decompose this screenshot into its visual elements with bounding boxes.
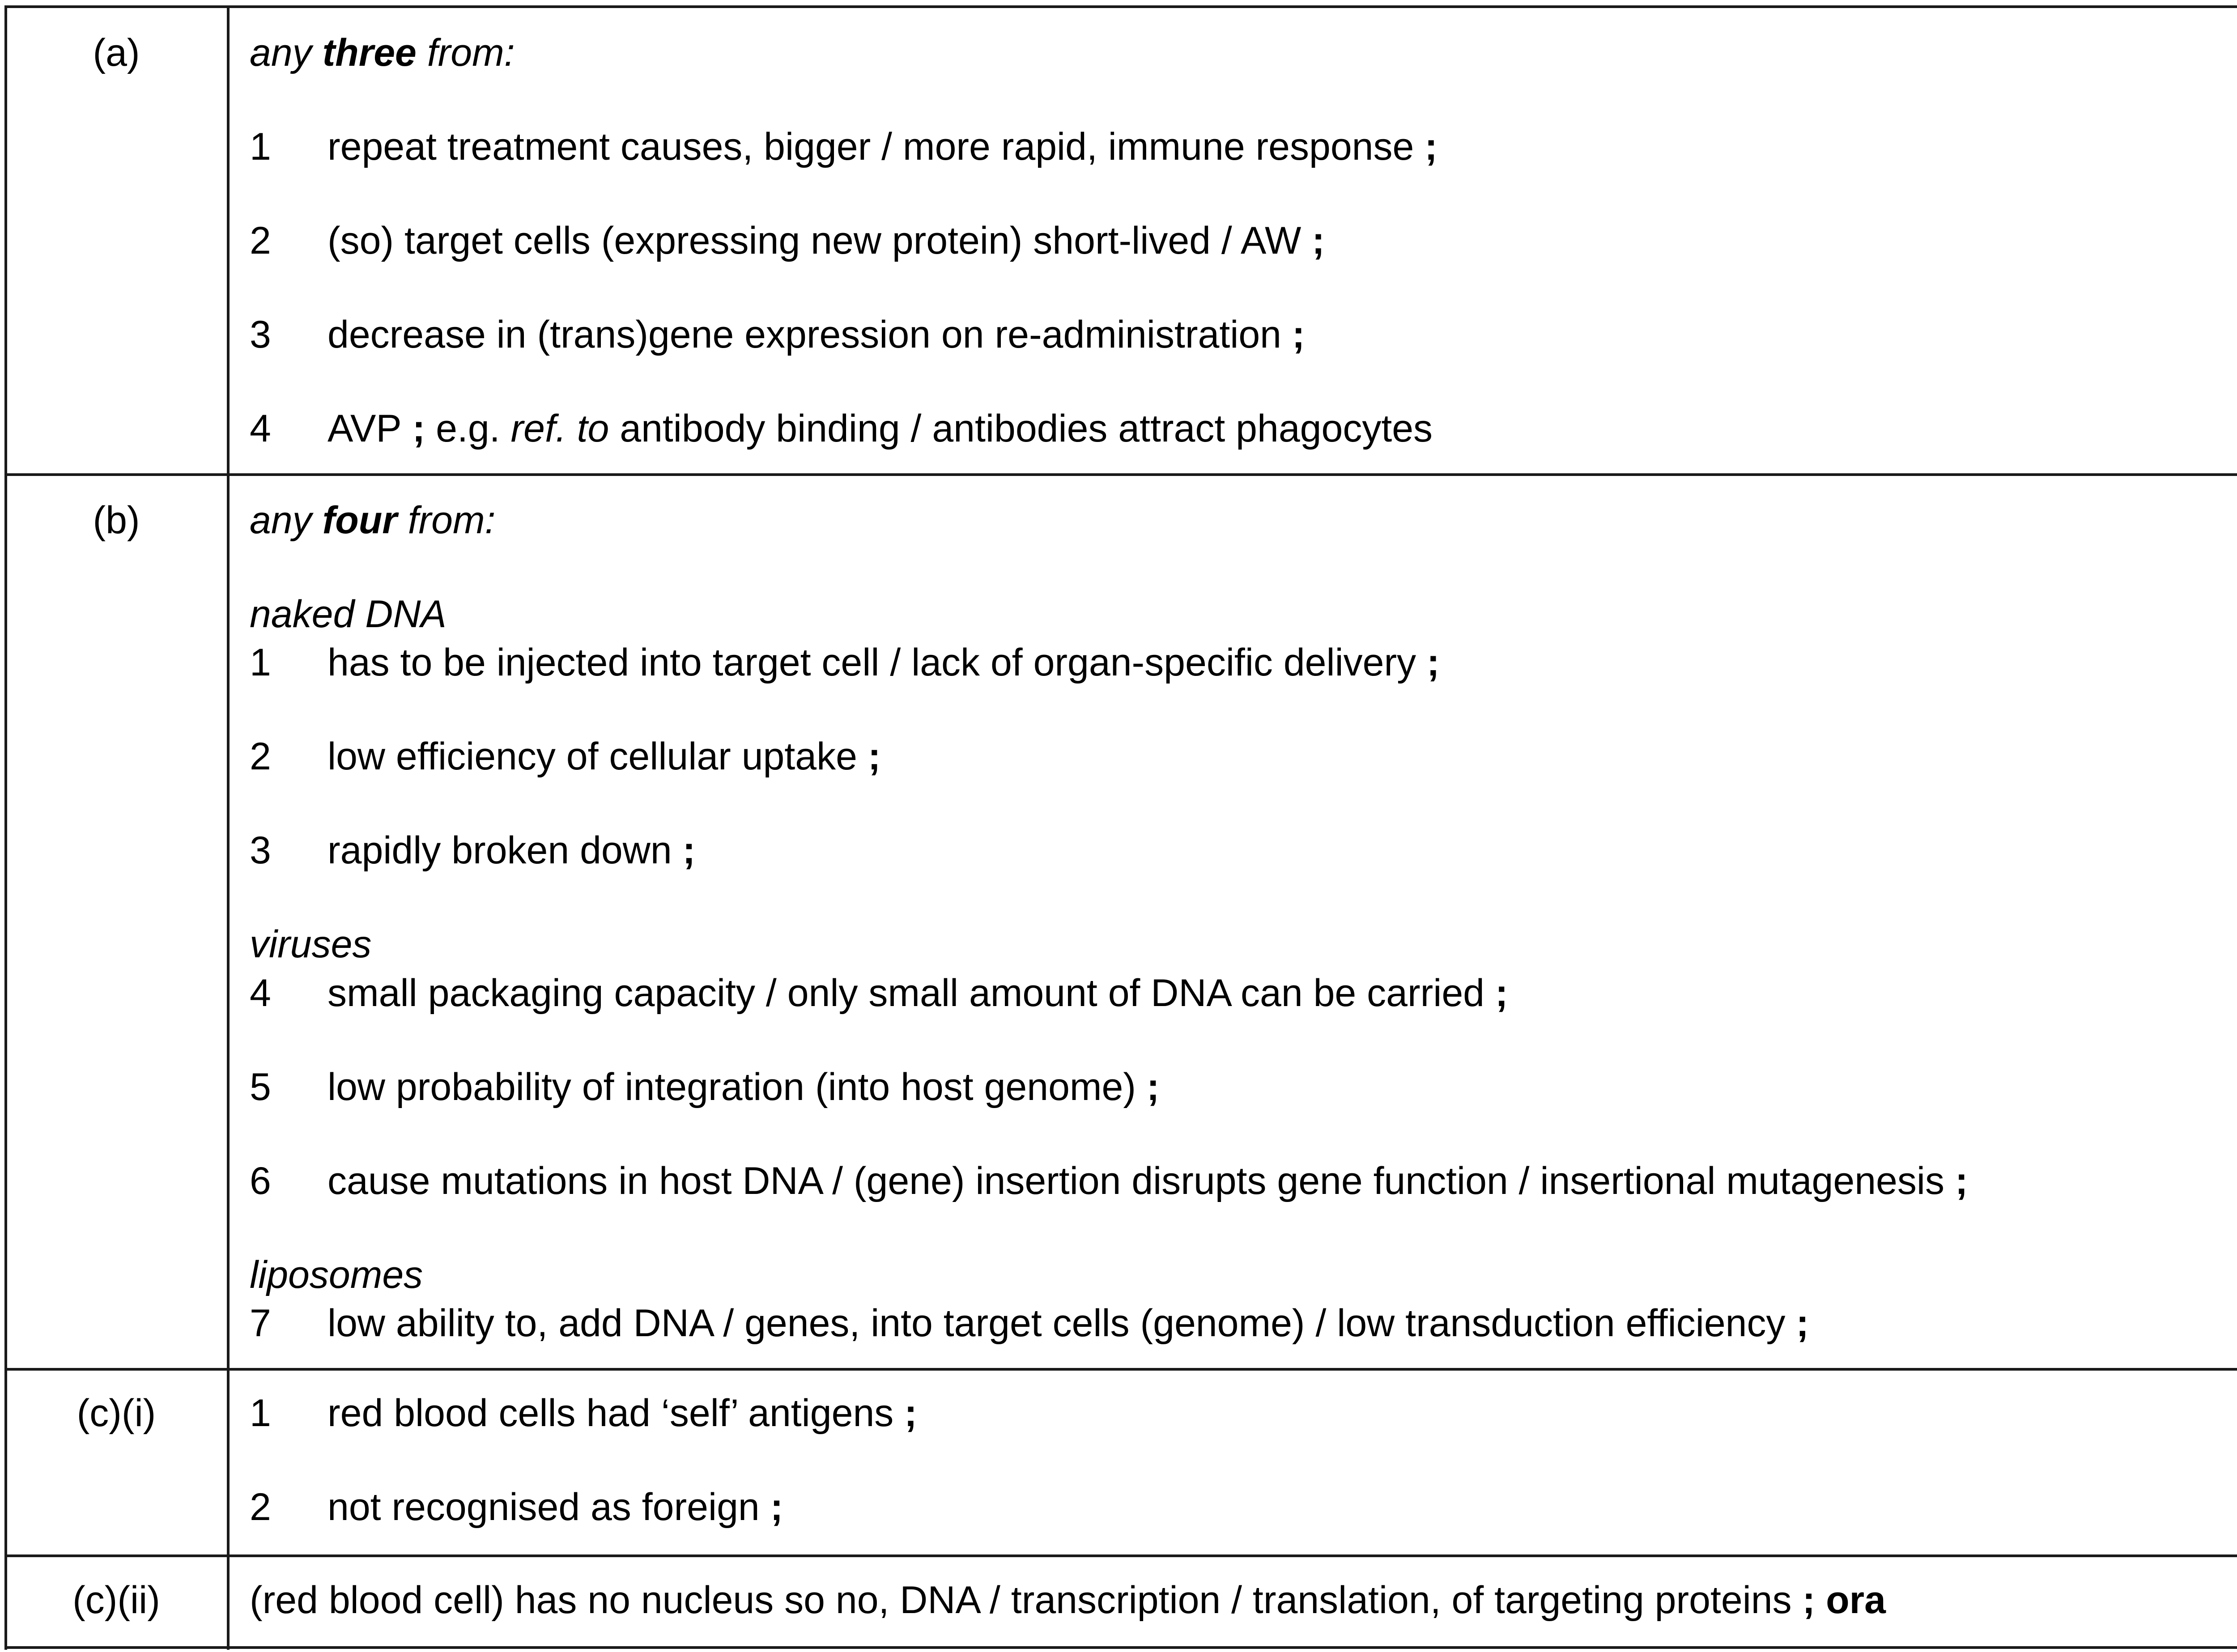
point-number: 2 bbox=[250, 735, 271, 778]
point-number: 4 bbox=[250, 972, 271, 1015]
point-number: 1 bbox=[250, 125, 271, 168]
point-number: 2 bbox=[250, 1486, 271, 1529]
question-part-label: (b) bbox=[93, 499, 140, 542]
group-heading: naked DNA bbox=[250, 593, 447, 636]
point-number: 1 bbox=[250, 641, 271, 684]
point-number: 4 bbox=[250, 407, 271, 450]
row-heading: any three from: bbox=[250, 31, 515, 74]
marking-point: rapidly broken down ; bbox=[327, 829, 696, 872]
row-divider-a-b bbox=[4, 473, 2237, 476]
point-number: 6 bbox=[250, 1159, 271, 1202]
question-part-label: (c)(i) bbox=[77, 1392, 156, 1435]
group-heading: viruses bbox=[250, 923, 372, 966]
point-number: 5 bbox=[250, 1066, 271, 1108]
marking-point: cause mutations in host DNA / (gene) insertion disrupts gene function / insertional mutagenesis ; bbox=[327, 1159, 1968, 1202]
marking-point: decrease in (trans)gene expression on re-administration ; bbox=[327, 313, 1305, 356]
row-divider-ci-cii bbox=[4, 1554, 2237, 1557]
marking-point: small packaging capacity / only small amount of DNA can be carried ; bbox=[327, 972, 1508, 1015]
marking-point: low efficiency of cellular uptake ; bbox=[327, 735, 881, 778]
point-number: 3 bbox=[250, 829, 271, 872]
marking-point: low probability of integration (into host genome) ; bbox=[327, 1066, 1160, 1108]
point-number: 1 bbox=[250, 1392, 271, 1435]
question-part-label: (a) bbox=[93, 31, 140, 74]
marking-point: (red blood cell) has no nucleus so no, DNA / transcription / translation, of targeting proteins ; ora bbox=[250, 1579, 1886, 1622]
group-heading: liposomes bbox=[250, 1253, 423, 1296]
marking-point: repeat treatment causes, bigger / more rapid, immune response ; bbox=[327, 125, 1437, 168]
point-number: 2 bbox=[250, 219, 271, 262]
marking-point: AVP ; e.g. ref. to antibody binding / antibodies attract phagocytes bbox=[327, 407, 1433, 450]
table-bottom-border bbox=[4, 1646, 2237, 1649]
point-number: 7 bbox=[250, 1302, 271, 1345]
marking-point: has to be injected into target cell / lack of organ-specific delivery ; bbox=[327, 641, 1440, 684]
table-top-border bbox=[4, 5, 2237, 8]
marking-point: (so) target cells (expressing new protein) short-lived / AW ; bbox=[327, 219, 1325, 262]
marking-point: not recognised as foreign ; bbox=[327, 1486, 783, 1529]
marking-point: low ability to, add DNA / genes, into target cells (genome) / low transduction efficiency ; bbox=[327, 1302, 1809, 1345]
question-part-label: (c)(ii) bbox=[72, 1579, 160, 1622]
marking-point: red blood cells had ‘self’ antigens ; bbox=[327, 1392, 917, 1435]
point-number: 3 bbox=[250, 313, 271, 356]
row-divider-b-ci bbox=[4, 1368, 2237, 1371]
row-heading: any four from: bbox=[250, 499, 496, 542]
